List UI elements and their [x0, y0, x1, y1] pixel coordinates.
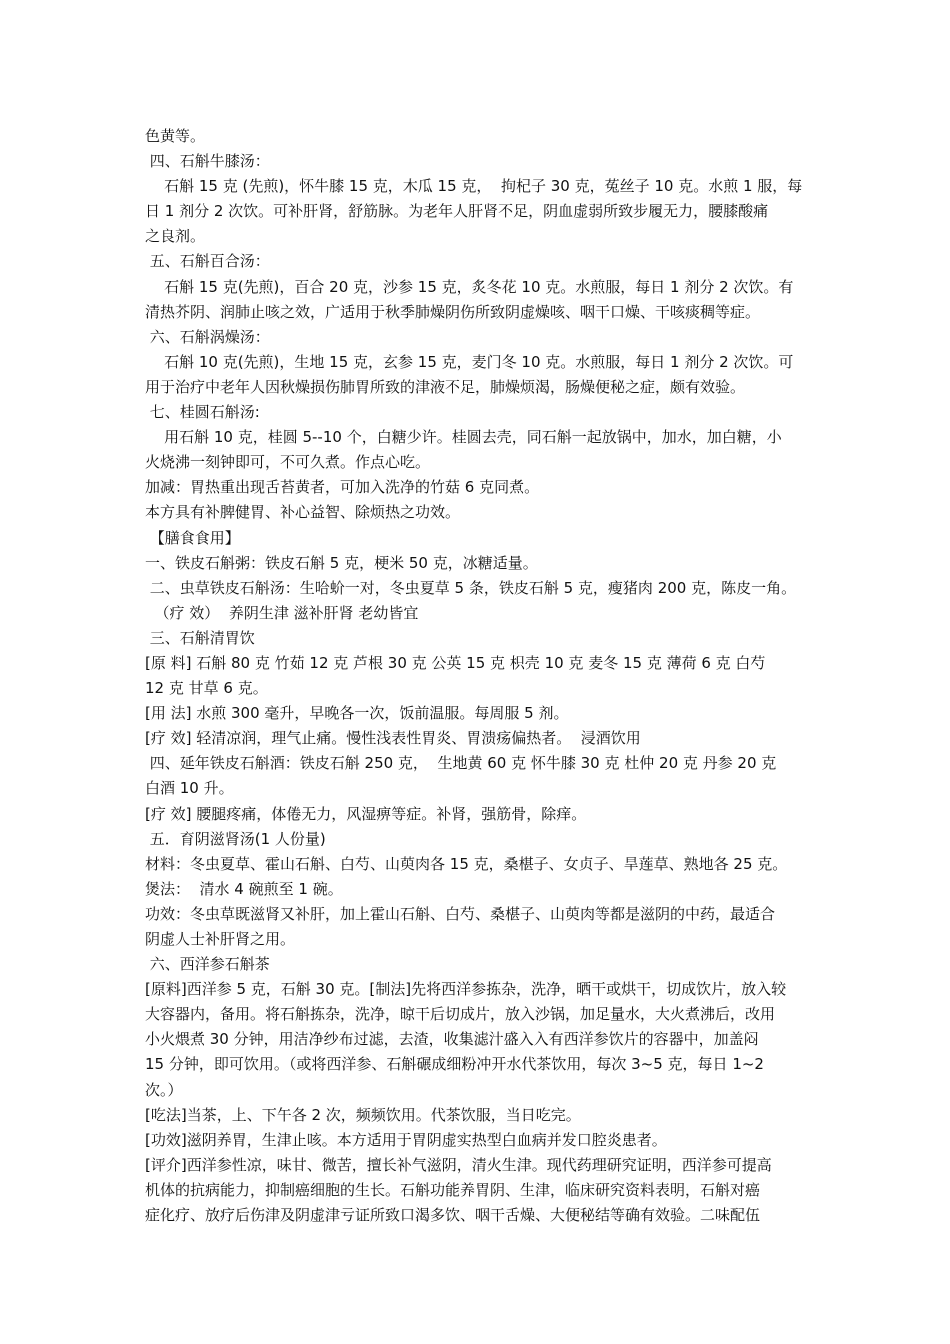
- text-line: 三、石斛清胃饮: [145, 628, 255, 647]
- document-body: [145, 124, 825, 1228]
- text-line: 七、桂圆石斛汤:: [145, 403, 260, 422]
- text-line: [疗 效] 腰腿疼痛，体倦无力，风湿痹等症。补肾，强筋骨，除痒。: [145, 804, 587, 823]
- text-line: 一、铁皮石斛粥：铁皮石斛 5 克，梗米 50 克，冰糖适量。: [145, 553, 538, 572]
- text-line: 白酒 10 升。: [145, 779, 234, 798]
- text-line: [吃法]当茶，上、下午各 2 次，频频饮用。代茶饮服，当日吃完。: [145, 1105, 581, 1124]
- text-line: 色黄等。: [145, 127, 206, 145]
- text-line: 四、石斛牛膝汤：: [145, 152, 270, 171]
- text-line: 加减：胃热重出现舌苔黄者，可加入洗净的竹菇 6 克同煮。: [145, 478, 540, 497]
- text-line: （疗 效） 养阴生津 滋补肝肾 老幼皆宜: [145, 603, 419, 622]
- text-line: 12 克 甘草 6 克。: [145, 679, 268, 698]
- text-line: 本方具有补脾健胃、补心益智、除烦热之功效。: [145, 503, 461, 522]
- text-line: [原料]西洋参 5 克，石斛 30 克。[制法]先将西洋参拣杂，洗净，晒干或烘干，切成饮片，放入较: [145, 980, 787, 999]
- text-line: 石斛 15 克(先煎)，百合 20 克，沙参 15 克，炙冬花 10 克。水煎服，每日 1 剂分 2 次饮。有: [145, 277, 794, 296]
- text-line: 用于治疗中老年人因秋燥损伤肺胃所致的津液不足，肺燥烦渴，肠燥便秘之症，颇有效验。: [145, 377, 746, 396]
- text-line: 【膳食食用】: [145, 528, 240, 547]
- text-line: [评介]西洋参性凉，味甘、微苦，擅长补气滋阴，清火生津。现代药理研究证明，西洋参可提高: [145, 1155, 772, 1174]
- text-line: 机体的抗病能力，抑制癌细胞的生长。石斛功能养胃阴、生津，临床研究资料表明，石斛对癌: [145, 1180, 761, 1199]
- text-line: 六、西洋参石斛茶: [145, 955, 270, 974]
- text-line: 次。）: [145, 1080, 183, 1099]
- text-line: 症化疗、放疗后伤津及阴虚津亏证所致口渴多饮、咽干舌燥、大便秘结等确有效验。二味配伍: [145, 1206, 761, 1225]
- text-line: 之良剂。: [145, 227, 206, 246]
- text-line: [原 料] 石斛 80 克 竹茹 12 克 芦根 30 克 公英 15 克 枳壳 10 克 麦冬 15 克 薄荷 6 克 白芍: [145, 653, 766, 672]
- text-line: 六、石斛涡燥汤：: [145, 327, 270, 346]
- text-line: [疗 效] 轻清凉润，理气止痛。慢性浅表性胃炎、胃溃疡偏热者。 浸酒饮用: [145, 729, 641, 748]
- text-line: 大容器内，备用。将石斛拣杂，洗净，晾干后切成片，放入沙锅，加足量水，大火煮沸后，改用: [145, 1005, 776, 1024]
- text-line: [用 法] 水煎 300 毫升，早晚各一次，饭前温服。每周服 5 剂。: [145, 704, 569, 723]
- text-line: [功效]滋阴养胃，生津止咳。本方适用于胃阴虚实热型白血病并发口腔炎患者。: [145, 1130, 667, 1149]
- text-line: 日 1 剂分 2 次饮。可补肝肾，舒筋脉。为老年人肝肾不足，阴血虚弱所致步履无力，腰膝酸痛: [145, 202, 769, 221]
- text-line: 二、虫草铁皮石斛汤：生哈蚧一对，冬虫夏草 5 条，铁皮石斛 5 克，瘦猪肉 200 克，陈皮一角。: [145, 578, 797, 597]
- text-line: 功效：冬虫草既滋肾又补肝，加上霍山石斛、白芍、桑椹子、山萸肉等都是滋阴的中药，最适合: [145, 904, 776, 923]
- text-line: 石斛 15 克 (先煎)，怀牛膝 15 克，木瓜 15 克， 拘杞子 30 克，菟丝子 10 克。水煎 1 服，每: [145, 177, 803, 196]
- text-line: 清热芥阴、润肺止咳之效，广适用于秋季肺燥阴伤所致阴虚燥咳、咽干口燥、干咳痰稠等症。: [145, 302, 761, 321]
- text-line: 四、延年铁皮石斛酒：铁皮石斛 250 克， 生地黄 60 克 怀牛膝 30 克 杜仲 20 克 丹参 20 克: [145, 754, 777, 773]
- text-line: 用石斛 10 克，桂圆 5--10 个，白糖少许。桂圆去壳，同石斛一起放锅中，加水，加白糖，小: [145, 428, 782, 447]
- text-line: 五．育阴滋肾汤(1 人份量): [145, 829, 326, 848]
- text-line: 材料：冬虫夏草、霍山石斛、白芍、山萸肉各 15 克，桑椹子、女贞子、旱莲草、熟地各 25 克。: [145, 854, 788, 873]
- text-line: 小火煨煮 30 分钟，用洁净纱布过滤，去渣，收集滤汁盛入入有西洋参饮片的容器中，加盖闷: [145, 1030, 759, 1049]
- text-line: 15 分钟，即可饮用。（或将西洋参、石斛碾成细粉冲开水代茶饮用，每次 3~5 克，每日 1~2: [145, 1055, 764, 1074]
- text-line: 石斛 10 克(先煎)，生地 15 克，玄参 15 克，麦门冬 10 克。水煎服，每日 1 剂分 2 次饮。可: [145, 352, 794, 371]
- text-line: 五、石斛百合汤：: [145, 252, 270, 271]
- text-line: 阴虚人士补肝肾之用。: [145, 930, 296, 948]
- text-line: 煲法： 清水 4 碗煎至 1 碗。: [145, 879, 343, 898]
- text-line: 火烧沸一刻钟即可，不可久煮。作点心吃。: [145, 453, 431, 472]
